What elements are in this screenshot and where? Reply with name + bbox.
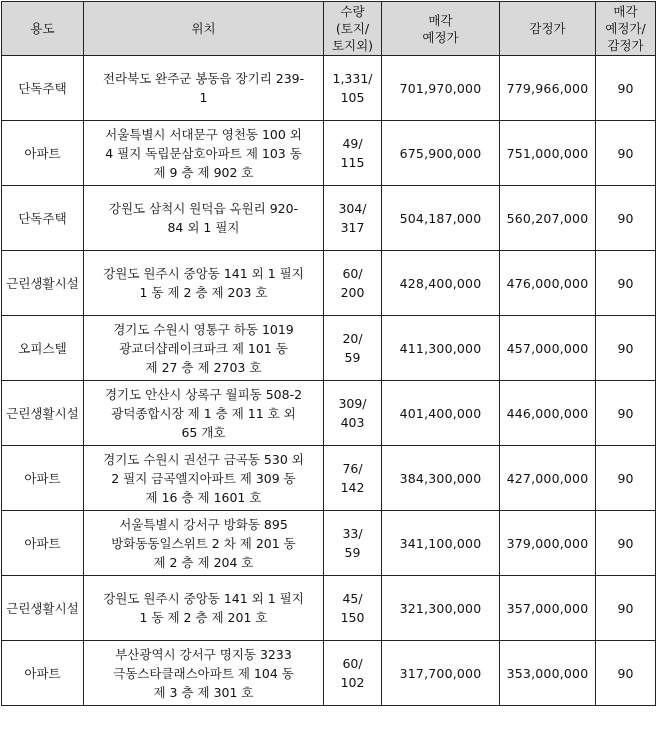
usage-cell: 아파트 bbox=[2, 641, 84, 706]
quantity-cell: 49/ 115 bbox=[324, 121, 382, 186]
ratio-cell: 90 bbox=[596, 121, 656, 186]
sale-price-cell: 411,300,000 bbox=[382, 316, 500, 381]
table-row bbox=[2, 121, 656, 186]
table-row bbox=[2, 251, 656, 316]
appraisal-cell: 751,000,000 bbox=[500, 121, 596, 186]
sale-price-cell: 384,300,000 bbox=[382, 446, 500, 511]
property-sale-table bbox=[1, 1, 656, 706]
location-cell: 부산광역시 강서구 명지동 3233 극동스타클래스아파트 제 104 동 제 3 층 제 301 호 bbox=[84, 641, 324, 706]
ratio-cell: 90 bbox=[596, 641, 656, 706]
header-sale-price: 매각 예정가 bbox=[382, 2, 500, 56]
quantity-cell: 309/ 403 bbox=[324, 381, 382, 446]
appraisal-cell: 779,966,000 bbox=[500, 56, 596, 121]
quantity-cell: 1,331/ 105 bbox=[324, 56, 382, 121]
quantity-cell: 76/ 142 bbox=[324, 446, 382, 511]
sale-price-cell: 428,400,000 bbox=[382, 251, 500, 316]
ratio-cell: 90 bbox=[596, 56, 656, 121]
header-quantity: 수량 (토지/ 토지외) bbox=[324, 2, 382, 56]
quantity-cell: 304/ 317 bbox=[324, 186, 382, 251]
sale-price-cell: 317,700,000 bbox=[382, 641, 500, 706]
sale-price-cell: 401,400,000 bbox=[382, 381, 500, 446]
ratio-cell: 90 bbox=[596, 316, 656, 381]
header-appraisal: 감정가 bbox=[500, 2, 596, 56]
usage-cell: 단독주택 bbox=[2, 56, 84, 121]
appraisal-cell: 476,000,000 bbox=[500, 251, 596, 316]
table-row bbox=[2, 641, 656, 706]
sale-price-cell: 341,100,000 bbox=[382, 511, 500, 576]
ratio-cell: 90 bbox=[596, 576, 656, 641]
table-row bbox=[2, 511, 656, 576]
sale-price-cell: 321,300,000 bbox=[382, 576, 500, 641]
quantity-cell: 45/ 150 bbox=[324, 576, 382, 641]
appraisal-cell: 560,207,000 bbox=[500, 186, 596, 251]
table-row bbox=[2, 186, 656, 251]
appraisal-cell: 427,000,000 bbox=[500, 446, 596, 511]
appraisal-cell: 446,000,000 bbox=[500, 381, 596, 446]
quantity-cell: 20/ 59 bbox=[324, 316, 382, 381]
location-cell: 경기도 수원시 영통구 하동 1019 광교더샵레이크파크 제 101 동 제 27 층 제 2703 호 bbox=[84, 316, 324, 381]
usage-cell: 근린생활시설 bbox=[2, 381, 84, 446]
location-cell: 강원도 삼척시 원덕읍 옥원리 920- 84 외 1 필지 bbox=[84, 186, 324, 251]
location-cell: 강원도 원주시 중앙동 141 외 1 필지 1 동 제 2 층 제 201 호 bbox=[84, 576, 324, 641]
sale-price-cell: 675,900,000 bbox=[382, 121, 500, 186]
sale-price-cell: 504,187,000 bbox=[382, 186, 500, 251]
ratio-cell: 90 bbox=[596, 381, 656, 446]
ratio-cell: 90 bbox=[596, 511, 656, 576]
location-cell: 강원도 원주시 중앙동 141 외 1 필지 1 동 제 2 층 제 203 호 bbox=[84, 251, 324, 316]
ratio-cell: 90 bbox=[596, 446, 656, 511]
header-usage: 용도 bbox=[2, 2, 84, 56]
usage-cell: 아파트 bbox=[2, 511, 84, 576]
header-location: 위치 bbox=[84, 2, 324, 56]
usage-cell: 아파트 bbox=[2, 446, 84, 511]
table-row bbox=[2, 316, 656, 381]
location-cell: 경기도 안산시 상록구 월피동 508-2 광덕종합시장 제 1 층 제 11 호 외 65 개호 bbox=[84, 381, 324, 446]
table-row bbox=[2, 576, 656, 641]
table-row bbox=[2, 446, 656, 511]
usage-cell: 근린생활시설 bbox=[2, 251, 84, 316]
quantity-cell: 33/ 59 bbox=[324, 511, 382, 576]
location-cell: 서울특별시 서대문구 영천동 100 외 4 필지 독립문삼호아파트 제 103 동 제 9 층 제 902 호 bbox=[84, 121, 324, 186]
quantity-cell: 60/ 102 bbox=[324, 641, 382, 706]
header-row bbox=[2, 2, 656, 56]
sale-price-cell: 701,970,000 bbox=[382, 56, 500, 121]
quantity-cell: 60/ 200 bbox=[324, 251, 382, 316]
usage-cell: 오피스텔 bbox=[2, 316, 84, 381]
appraisal-cell: 379,000,000 bbox=[500, 511, 596, 576]
appraisal-cell: 353,000,000 bbox=[500, 641, 596, 706]
usage-cell: 아파트 bbox=[2, 121, 84, 186]
location-cell: 경기도 수원시 권선구 금곡동 530 외 2 필지 금곡엘지아파트 제 309 동 제 16 층 제 1601 호 bbox=[84, 446, 324, 511]
location-cell: 서울특별시 강서구 방화동 895 방화동동일스위트 2 차 제 201 동 제 2 층 제 204 호 bbox=[84, 511, 324, 576]
table-row bbox=[2, 381, 656, 446]
table-body bbox=[2, 56, 656, 706]
table-row bbox=[2, 56, 656, 121]
usage-cell: 근린생활시설 bbox=[2, 576, 84, 641]
usage-cell: 단독주택 bbox=[2, 186, 84, 251]
appraisal-cell: 357,000,000 bbox=[500, 576, 596, 641]
ratio-cell: 90 bbox=[596, 251, 656, 316]
appraisal-cell: 457,000,000 bbox=[500, 316, 596, 381]
table-header bbox=[2, 2, 656, 56]
location-cell: 전라북도 완주군 봉동읍 장기리 239- 1 bbox=[84, 56, 324, 121]
ratio-cell: 90 bbox=[596, 186, 656, 251]
header-ratio: 매각 예정가/ 감정가 bbox=[596, 2, 656, 56]
